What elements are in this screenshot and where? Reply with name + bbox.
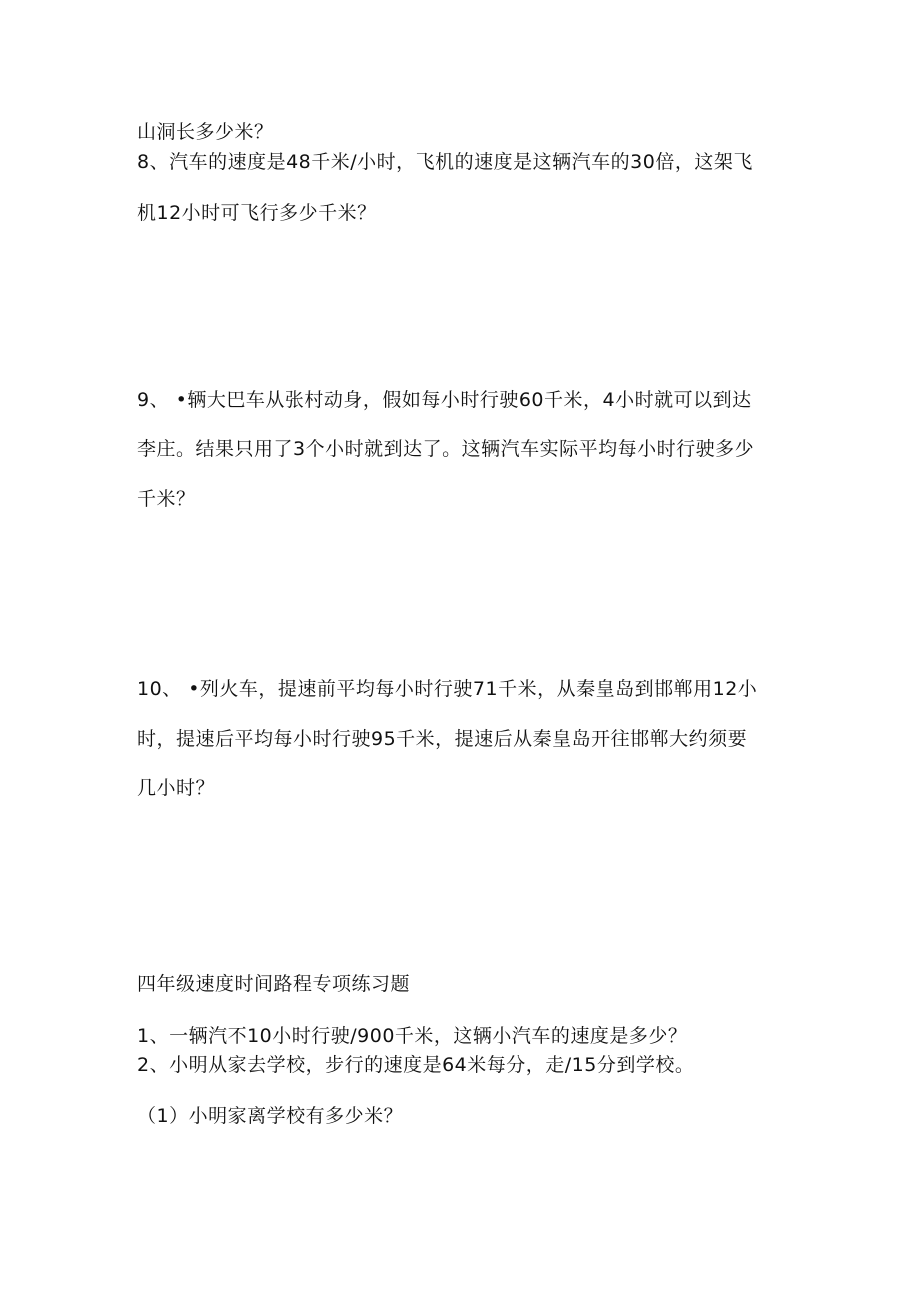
question-10-line-1: 10、 •列火车，提速前平均每小时行驶71千米，从秦皇岛到邯郸用12小 (137, 678, 758, 700)
question-10-line-2: 时，提速后平均每小时行驶95千米，提速后从秦皇岛开往邯郸大约须要 (137, 728, 748, 750)
question-8-line-1: 8、汽车的速度是48千米/小时，飞机的速度是这辆汽车的30倍，这架飞 (137, 151, 753, 173)
text-line-cave-length: 山洞长多少米？ (137, 121, 274, 143)
question-9-line-2: 李庄。结果只用了3个小时就到达了。这辆汽车实际平均每小时行驶多少 (137, 438, 755, 460)
question-9-line-1: 9、 •辆大巴车从张村动身，假如每小时行驶60千米，4小时就可以到达 (137, 389, 752, 411)
section-title: 四年级速度时间路程专项练习题 (137, 973, 411, 995)
question-8-line-2: 机12小时可飞行多少千米？ (137, 202, 377, 224)
exercise-2-subquestion-1: （1）小明家离学校有多少米？ (137, 1105, 404, 1127)
exercise-2: 2、小明从家去学校，步行的速度是64米每分，走/15分到学校。 (137, 1054, 695, 1076)
exercise-1: 1、一辆汽不10小时行驶/900千米，这辆小汽车的速度是多少？ (137, 1025, 688, 1047)
question-9-line-3: 千米？ (137, 488, 196, 510)
question-10-line-3: 几小时？ (137, 777, 216, 799)
